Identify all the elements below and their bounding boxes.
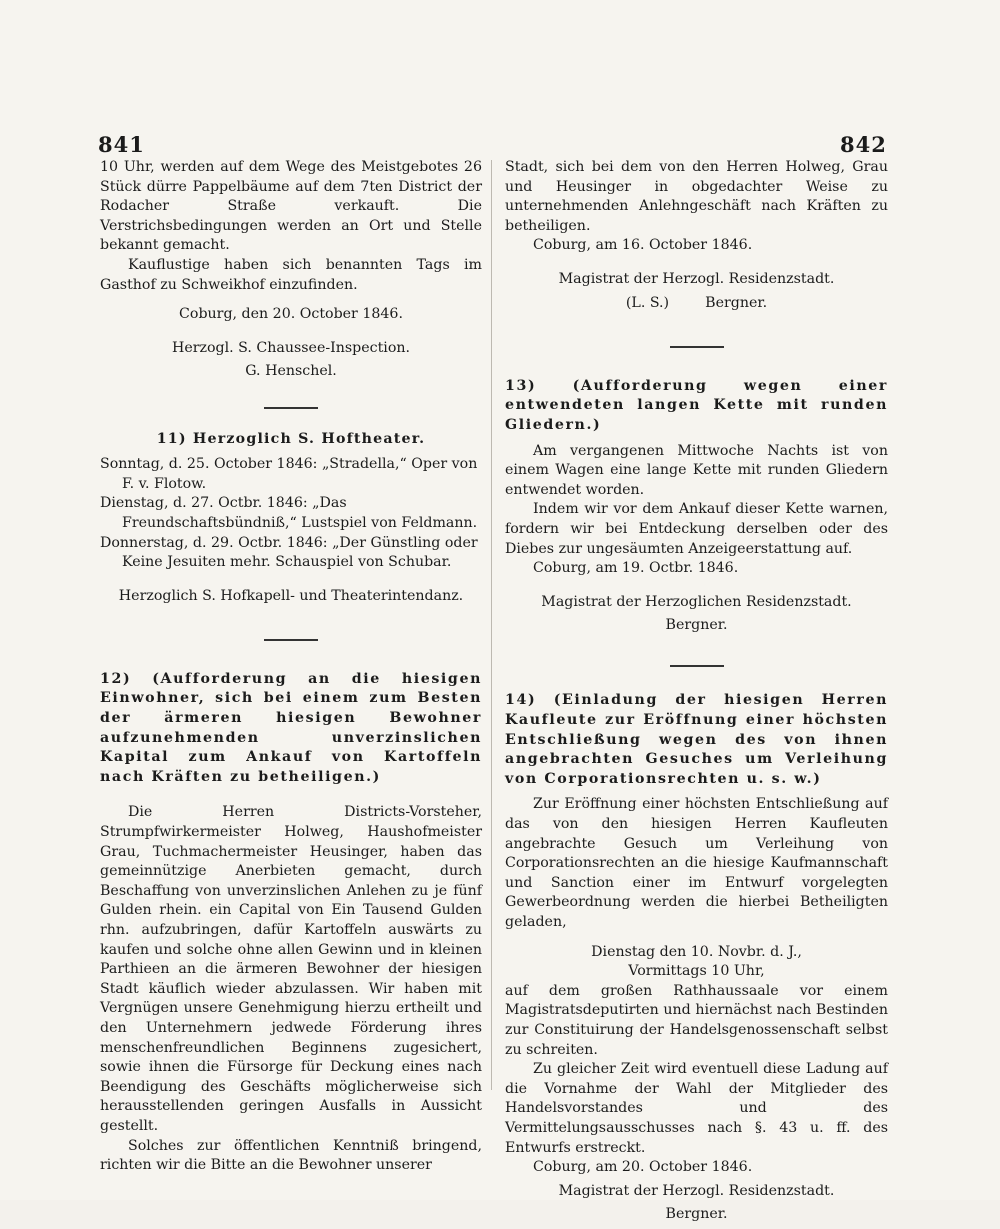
- section-12-heading: 12) (Aufforderung an die hiesigen Einwohner, sich bei einem zum Besten der ärmeren hiesigen Bewohner aufzunehmenden unverzinslichen Kapital zum Ankauf von Kartoffeln nach Kräften zu betheiligen.): [100, 670, 482, 785]
- notice-10-text: 10 Uhr, werden auf dem Wege des Meistgebotes 26 Stück dürre Pappelbäume auf dem 7ten District der Rodacher Straße verkauft. Die Verstrichsbedingungen werden an Ort und Stelle bekannt gemacht.: [100, 159, 482, 254]
- separator-rule: [100, 396, 482, 416]
- section-11-signature: Herzoglich S. Hofkapell- und Theaterintendanz.: [118, 587, 464, 604]
- notice-10-authority: Herzogl. S. Chaussee-Inspection.: [171, 339, 411, 356]
- separator-rule: [505, 335, 888, 355]
- section-13-text-2: Indem wir vor dem Ankauf dieser Kette warnen, fordern wir bei Entdeckung derselben oder des Diebes zur ungesäumten Anzeigeerstattung auf.: [505, 501, 888, 557]
- left-column: [100, 158, 482, 1176]
- column-divider: [491, 160, 492, 1090]
- section-12-date: Coburg, am 16. October 1846.: [533, 237, 753, 254]
- section-14-text-3: Zu gleicher Zeit wird eventuell diese Ladung auf die Vornahme der Wahl der Mitglieder des Handelsvorstandes und des Vermittelungsausschusses nach §. 43 u. ff. des Entwurfs erstreckt.: [505, 1061, 888, 1156]
- schedule-item: Donnerstag, d. 29. Octbr. 1846: „Der Günstling oder Keine Jesuiten mehr. Schauspiel von Schubar.: [100, 534, 478, 571]
- section-13-heading: 13) (Aufforderung wegen einer entwendeten langen Kette mit runden Gliedern.): [505, 377, 888, 433]
- section-12-text-2: Solches zur öffentlichen Kenntniß bringend, richten wir die Bitte an die Bewohner unserer: [100, 1137, 482, 1174]
- section-14-signature: Bergner.: [665, 1206, 728, 1223]
- section-14-date: Coburg, am 20. October 1846.: [533, 1159, 753, 1176]
- section-14-authority: Magistrat der Herzogl. Residenzstadt.: [558, 1182, 835, 1199]
- notice-10-text-2: Kauflustige haben sich benannten Tags im Gasthof zu Schweikhof einzufinden.: [100, 256, 482, 293]
- section-14-heading: 14) (Einladung der hiesigen Herren Kaufleute zur Eröffnung einer höchsten Entschließung wegen des von ihnen angebrachten Gesuches um Verleihung von Corporationsrechten u. s. w.): [505, 692, 888, 787]
- schedule-item: Sonntag, d. 25. October 1846: „Stradella,“ Oper von F. v. Flotow.: [100, 456, 478, 492]
- section-13-authority: Magistrat der Herzoglichen Residenzstadt.: [541, 593, 852, 610]
- section-14-meeting-date: Dienstag den 10. Novbr. d. J.,: [591, 943, 802, 960]
- page-number-right: 842: [840, 132, 887, 157]
- page-number-left: 841: [98, 132, 145, 157]
- section-14-text-2: auf dem großen Rathhaussaale vor einem Magistratsdeputirten und hiernächst nach Bestinden zur Constituirung der Handelsgenossenschaft selbst zu schreiten.: [505, 982, 888, 1058]
- section-14-text: Zur Eröffnung einer höchsten Entschließung auf das von den hiesigen Herren Kaufleuten angebrachte Gesuch um Verleihung von Corporationsrechten an die hiesige Kaufmannschaft und Sanction einer im Entwurf vorgelegten Gewerbeordnung werden die hierbei Betheiligten geladen,: [505, 796, 888, 930]
- section-13-signature: Bergner.: [665, 617, 728, 634]
- section-13-text: Am vergangenen Mittwoche Nachts ist von einem Wagen eine lange Kette mit runden Gliedern entwendet worden.: [505, 442, 888, 498]
- section-13-date: Coburg, am 19. Octbr. 1846.: [533, 560, 739, 577]
- notice-10-signature: G. Henschel.: [245, 363, 337, 380]
- section-11-heading: 11) Herzoglich S. Hoftheater.: [156, 430, 426, 447]
- notice-10-date: Coburg, den 20. October 1846.: [179, 306, 403, 323]
- separator-rule: [100, 628, 482, 648]
- section-12-text: Die Herren Districts-Vorsteher, Strumpfwirkermeister Holweg, Haushofmeister Grau, Tuchmachermeister Heusinger, haben das gemeinnützige Anerbieten gemacht, durch Beschaffung von unverzinslichen Anlehen zu je fünf Gulden rhein. ein Capital von Ein Tausend Gulden rhn. aufzubringen, dafür Kartoffeln auswärts zu kaufen und solche ohne allen Gewinn und in kleinen Parthieen an die ärmeren Bewohner der hiesigen Stadt käuflich wieder abzulassen. Wir haben mit Vergnügen unsere Genehmigung hierzu ertheilt und den Unternehmern jedwede Förderung ihres menschenfreundlichen Beginnens zugesichert, sowie ihnen die Fürsorge für Deckung eines nach Beendigung des Geschäfts möglicherweise sich herausstellenden geringen Ausfalls in Aussicht gestellt.: [100, 804, 482, 1134]
- section-14-meeting-time: Vormittags 10 Uhr,: [628, 963, 765, 980]
- section-12-continuation: Stadt, sich bei dem von den Herren Holweg, Grau und Heusinger in obgedachter Weise zu unternehmenden Anlehngeschäft nach Kräften zu betheiligen.: [505, 159, 888, 234]
- schedule-item: Dienstag, d. 27. Octbr. 1846: „Das Freundschaftsbündniß,“ Lustspiel von Feldmann.: [100, 495, 478, 531]
- section-12-authority: Magistrat der Herzogl. Residenzstadt.: [558, 270, 835, 287]
- theater-schedule: [100, 455, 482, 573]
- separator-rule: [505, 654, 888, 674]
- right-column: [505, 158, 888, 1229]
- section-12-seal-signature: (L. S.) Bergner.: [625, 294, 768, 311]
